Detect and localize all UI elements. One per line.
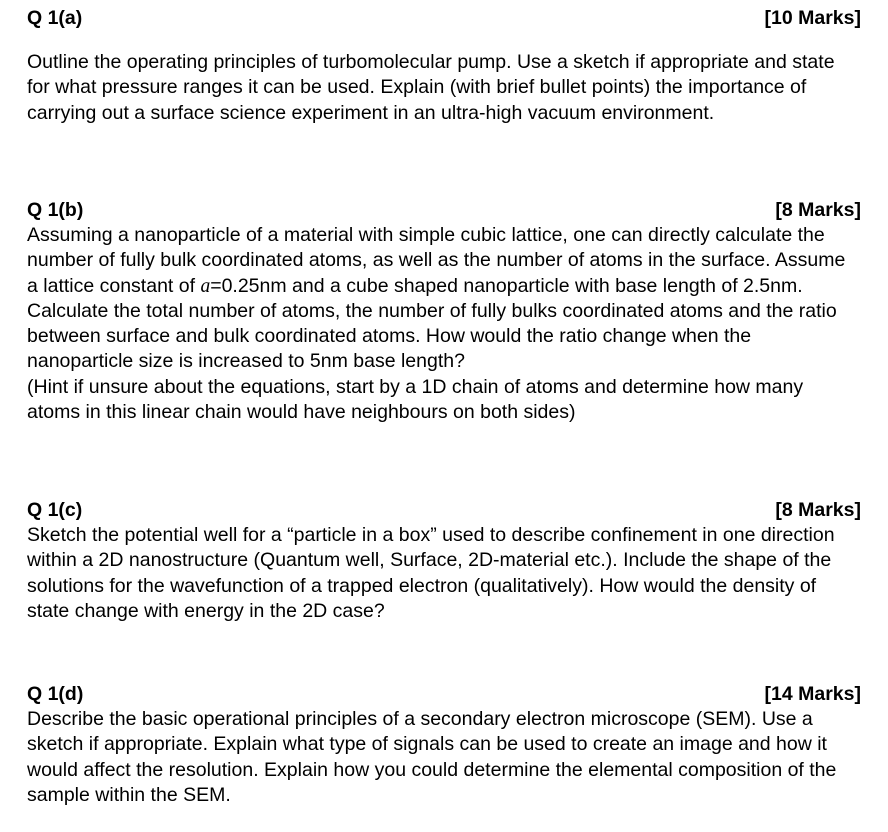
question-body	[27, 707, 861, 808]
question-1a	[27, 6, 861, 126]
question-header	[27, 198, 861, 223]
question-text: Sketch the potential well for a “particle in a box” used to describe confinement in one direction within a 2D nanostructure (Quantum well, Surface, 2D-material etc.). Include the shape of the solutions for the wavefunction of a trapped electron (qualitatively). How would the density of state change with energy in the 2D case?	[27, 524, 835, 622]
question-1c	[27, 498, 861, 624]
question-body	[27, 523, 861, 624]
question-text: Outline the operating principles of turbomolecular pump. Use a sketch if appropriate and state for what pressure ranges it can be used. Explain (with brief bullet points) the importance of carrying out a surface science experiment in an ultra-high vacuum environment.	[27, 51, 835, 124]
question-text-part: =0.25nm and a cube shaped nanoparticle with base length of 2.5nm. Calculate the total number of atoms, the number of fully bulks coordinated atoms and the ratio between surface and bulk coordinated atoms. How would the ratio change when the nanoparticle size is increased to 5nm base length?	[27, 274, 837, 373]
question-text-part: Assuming a nanoparticle of a material with simple cubic lattice, one can directly calculate the number of fully bulk coordinated atoms, as well as the number of atoms in the surface. Assume a lattice constant of	[27, 224, 846, 297]
question-marks: [8 Marks]	[775, 199, 861, 221]
question-header	[27, 6, 861, 31]
question-marks: [10 Marks]	[764, 7, 861, 29]
question-marks: [8 Marks]	[775, 499, 861, 521]
question-marks: [14 Marks]	[764, 683, 861, 705]
question-text: Describe the basic operational principles of a secondary electron microscope (SEM). Use a sketch if appropriate. Explain what type of signals can be used to create an image and how it would affect the resolution. Explain how you could determine the elemental composition of the sample within the SEM.	[27, 708, 837, 806]
question-body	[27, 50, 861, 126]
question-1d	[27, 682, 861, 808]
question-body	[27, 223, 861, 425]
question-text	[27, 223, 861, 375]
question-hint: (Hint if unsure about the equations, start by a 1D chain of atoms and determine how many atoms in this linear chain would have neighbours on both sides)	[27, 375, 804, 424]
question-number: Q 1(d)	[27, 683, 84, 705]
question-1b	[27, 198, 861, 425]
question-number: Q 1(b)	[27, 199, 84, 221]
question-header	[27, 682, 861, 707]
lattice-constant-symbol: a	[200, 275, 211, 297]
question-header	[27, 498, 861, 523]
question-number: Q 1(c)	[27, 499, 83, 521]
question-number: Q 1(a)	[27, 7, 83, 29]
